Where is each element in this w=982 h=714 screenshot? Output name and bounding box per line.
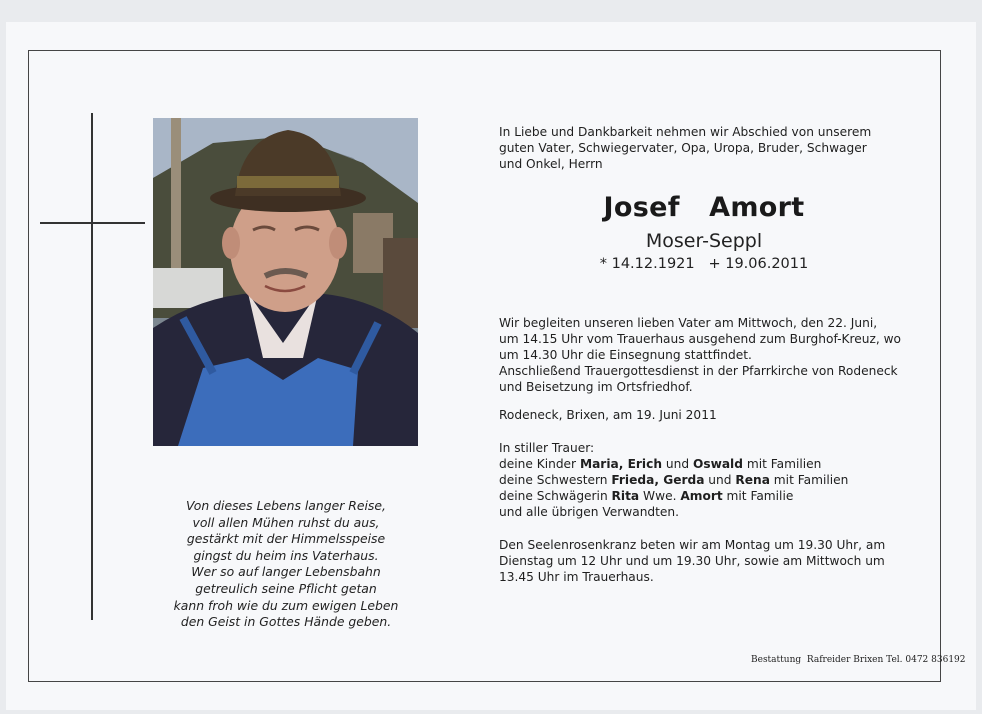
funeral-line: um 14.15 Uhr vom Trauerhaus ausgehend zum Burghof-Kreuz, wo bbox=[499, 332, 902, 346]
funeral-details bbox=[499, 315, 929, 395]
mourners-list bbox=[499, 440, 929, 520]
poem-line: Wer so auf langer Lebensbahn bbox=[191, 564, 381, 580]
rosary-line: 13.45 Uhr im Trauerhaus. bbox=[499, 570, 654, 584]
life-dates: * 14.12.1921 + 19.06.2011 bbox=[599, 256, 809, 272]
rosary-details bbox=[499, 537, 929, 585]
place-date: Rodeneck, Brixen, am 19. Juni 2011 bbox=[499, 408, 717, 422]
funeral-line: um 14.30 Uhr die Einsegnung stattfindet. bbox=[499, 348, 752, 362]
poem-line: kann froh wie du zum ewigen Leben bbox=[173, 597, 399, 613]
poem-line: gestärkt mit der Himmelsspeise bbox=[186, 531, 386, 547]
funeral-line: Wir begleiten unseren lieben Vater am Mittwoch, den 22. Juni, bbox=[499, 316, 878, 330]
funeral-line: und Beisetzung im Ortsfriedhof. bbox=[499, 380, 693, 394]
intro-line: In Liebe und Dankbarkeit nehmen wir Abschied von unserem bbox=[499, 125, 872, 139]
poem-line: voll allen Mühen ruhst du aus, bbox=[192, 514, 380, 530]
portrait-photo bbox=[153, 118, 418, 446]
poem-line: Von dieses Lebens langer Reise, bbox=[186, 498, 386, 513]
intro-line: guten Vater, Schwiegervater, Opa, Uropa, Bruder, Schwager bbox=[499, 141, 867, 155]
poem-line: getreulich seine Pflicht getan bbox=[195, 580, 377, 596]
intro-line: und Onkel, Herrn bbox=[499, 157, 603, 171]
poem-line: den Geist in Gottes Hände geben. bbox=[180, 614, 392, 630]
undertaker-credit: Bestattung Rafreider Brixen Tel. 0472 836192 bbox=[751, 655, 966, 665]
memorial-poem bbox=[150, 498, 422, 631]
deceased-nickname: Moser-Seppl bbox=[645, 230, 763, 252]
intro-text bbox=[499, 124, 929, 172]
cross-icon-horizontal bbox=[40, 222, 145, 224]
deceased-name: Josef Amort bbox=[603, 192, 805, 223]
mourner-sisters: deine Schwestern Frieda, Gerda und Rena mit Familien bbox=[499, 473, 849, 487]
mourner-children: deine Kinder Maria, Erich und Oswald mit Familien bbox=[499, 457, 822, 471]
mourner-sister-in-law: deine Schwägerin Rita Wwe. Amort mit Familie bbox=[499, 489, 794, 503]
mourner-others: und alle übrigen Verwandten. bbox=[499, 505, 680, 519]
cross-icon-vertical bbox=[91, 113, 93, 620]
mourning-heading: In stiller Trauer: bbox=[499, 441, 595, 455]
poem-line: gingst du heim ins Vaterhaus. bbox=[193, 547, 379, 563]
rosary-line: Dienstag um 12 Uhr und um 19.30 Uhr, sowie am Mittwoch um bbox=[499, 554, 885, 568]
funeral-line: Anschließend Trauergottesdienst in der Pfarrkirche von Rodeneck bbox=[499, 364, 898, 378]
rosary-line: Den Seelenrosenkranz beten wir am Montag um 19.30 Uhr, am bbox=[499, 538, 886, 552]
